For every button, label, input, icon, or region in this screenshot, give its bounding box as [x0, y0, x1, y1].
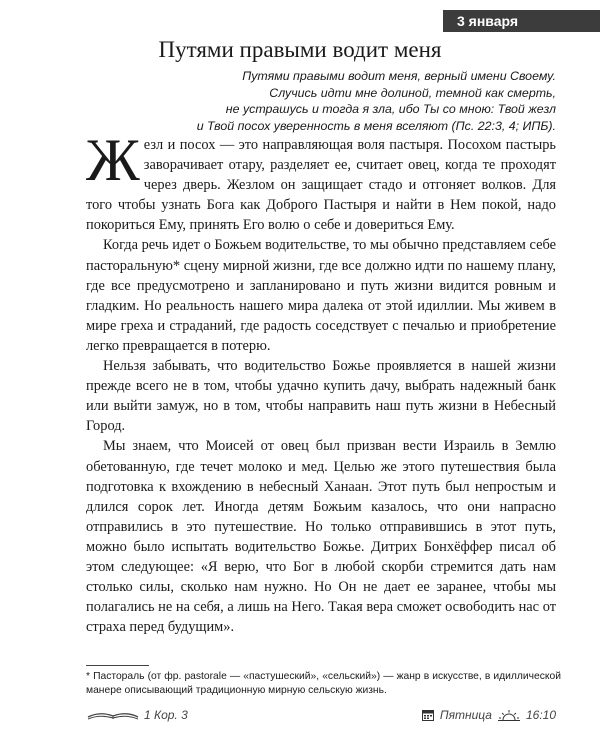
page-title: Путями правыми водит меня — [158, 37, 442, 62]
epigraph-line: Путями правыми водит меня, верный имени Своему. — [242, 69, 556, 83]
paragraph: Мы знаем, что Моисей от овец был призван вести Израиль в Землю обетованную, где течет молоко и мед. Целью же этого путешествия была подготовка к вхождению в небесный Ханаан. Этот путь был непростым и длился сорок лет. Иногда детям Божьим казалось, что они напрасно отправились в это путешествие. Но только отправившись в этот путь, можно было испытать водительство Божье. Дитрих Бонхёффер писал об этом следующее: «Я верю, что Бог в любой скорби стремится дать нам столько силы, сколько нам нужно. Но Он не дает ее заранее, чтобы мы полагались не на себя, а лишь на Него. Такая вера сможет освободить нас от страха перед будущим». — [86, 438, 556, 636]
page-footer — [86, 708, 556, 724]
footnote: * Пастораль (от фр. pastorale — «пастушеский», «сельский») — жанр в искусстве, в идиллической манере описывающий традиционную мирную сельскую жизнь. — [86, 671, 561, 696]
date-tab: 3 января — [443, 10, 600, 32]
paragraph: Нельзя забывать, что водительство Божье проявляется в нашей жизни прежде всего не в том, чтобы удачно купить дачу, выбрать надежный банк или выйти замуж, но в том, чтобы направить наш путь жизни в Небесный Город. — [86, 358, 556, 435]
epigraph-line: и Твой посох уверенность в меня вселяют (Пс. 22:3, 4; ИПБ). — [196, 118, 556, 133]
drop-cap: Ж — [86, 127, 140, 193]
paragraph-text: езл и посох — это направляющая воля пастыря. Посохом пастырь заворачивает отару, разделяет ее, считает овец, когда те проходят через дверь. Жезлом он защищает стадо и отгоняет волков. Для того чтобы узнать Бога как Доброго Пастыря и найти в Нем покой, надо покориться Ему, принять Его волю о себе и довериться Ему. — [86, 137, 556, 234]
sunrise-time: 16:10 — [525, 708, 556, 722]
article-body — [86, 127, 556, 637]
calendar-icon — [422, 709, 434, 721]
open-book-icon — [86, 708, 140, 723]
paragraph — [86, 127, 556, 235]
daily-reading: 1 Кор. 3 — [144, 708, 188, 722]
weekday: Пятница — [439, 708, 492, 722]
epigraph-line: не устрашусь и тогда я зла, ибо Ты со мною: Твой жезл — [225, 102, 556, 116]
epigraph-line: Случись идти мне долиной, темной как смерть, — [269, 85, 556, 100]
sunrise-icon — [498, 709, 520, 721]
paragraph: Когда речь идет о Божьем водительстве, то мы обычно представляем себе пасторальную* сцену мирной жизни, где все должно идти по нашему плану, где все предусмотрено и запланировано и путь жизни видится ровным и гладким. Но реальность нашего мира далека от этой идиллии. Мы живем в мире греха и страданий, где радость соседствует с печалью и приобретение легко превращается в потерю. — [86, 237, 556, 354]
footnote-divider — [86, 665, 149, 666]
epigraph — [86, 68, 556, 134]
